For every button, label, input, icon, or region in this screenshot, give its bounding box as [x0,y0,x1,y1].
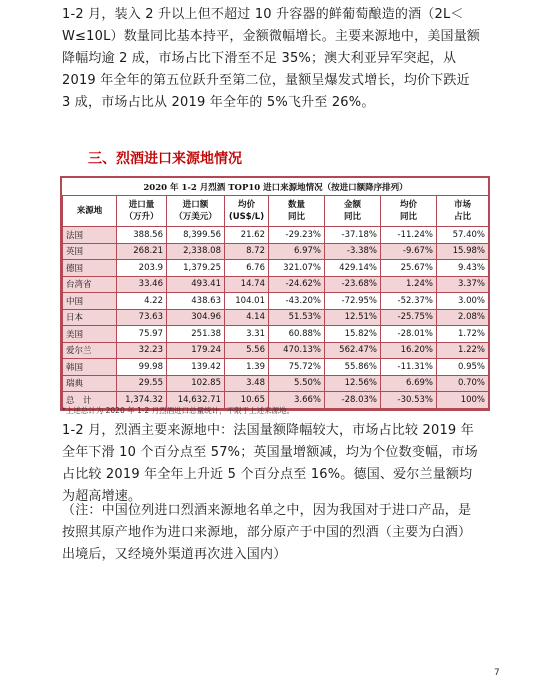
origin-cell: 法国 [63,227,117,244]
value-cell: -37.18% [325,227,381,244]
value-cell: 73.63 [117,309,167,326]
value-cell: 1,374.32 [117,392,167,409]
value-cell: 1.39 [225,359,269,376]
section-title: 三、烈酒进口来源地情况 [88,151,242,167]
value-cell: 8.72 [225,243,269,260]
table-row [63,359,489,376]
note-paragraph: （注：中国位列进口烈酒来源地名单之中，因为我国对于进口产品，是按照其原产地作为进口来源地，部分原产于中国的烈酒（主要为白酒）出境后，又经境外渠道再次进入国内） [62,503,472,562]
value-cell: 60.88% [269,326,325,343]
value-cell: 33.46 [117,276,167,293]
value-cell: -25.75% [381,309,437,326]
value-cell: 4.22 [117,293,167,310]
table-footnote: *上述总计为 2020 年 1-2 月烈酒进口总量统计，不限于上述来源地。 [62,406,295,415]
value-cell: 14.74 [225,276,269,293]
value-cell: 102.85 [167,375,225,392]
value-cell: -72.95% [325,293,381,310]
origin-cell: 英国 [63,243,117,260]
origin-cell: 中国 [63,293,117,310]
table-header-row [63,196,489,227]
value-cell: 1.24% [381,276,437,293]
value-cell: 1,379.25 [167,260,225,277]
value-cell: 25.67% [381,260,437,277]
value-cell: 15.98% [437,243,489,260]
value-cell: 75.72% [269,359,325,376]
origin-cell: 台湾省 [63,276,117,293]
column-header: 市场 占比 [437,196,489,227]
value-cell: 203.9 [117,260,167,277]
table-row [63,375,489,392]
value-cell: 57.40% [437,227,489,244]
value-cell: 388.56 [117,227,167,244]
origin-cell: 瑞典 [63,375,117,392]
value-cell: 100% [437,392,489,409]
table-row [63,342,489,359]
value-cell: -52.37% [381,293,437,310]
column-header: 进口量 （万升） [117,196,167,227]
intro-paragraph: 1-2 月，装入 2 升以上但不超过 10 升容器的鲜葡萄酿造的酒（2L＜W≤10L）数量同比基本持平，金额微幅增长。主要来源地中，美国量额降幅均逾 2 成，市场占比下滑至不足 35%；澳大利亚异军突起，从 2019 年全年的第五位跃升至第二位，量额呈爆发式增长，均价下跌近 3 成，市场占比从 2019 年全年的 5%飞升至 26%。 [62,7,481,110]
value-cell: -11.24% [381,227,437,244]
origin-cell: 德国 [63,260,117,277]
value-cell: 32.23 [117,342,167,359]
origin-cell: 爱尔兰 [63,342,117,359]
value-cell: 438.63 [167,293,225,310]
value-cell: 29.55 [117,375,167,392]
value-cell: -28.03% [325,392,381,409]
value-cell: 21.62 [225,227,269,244]
value-cell: 251.38 [167,326,225,343]
value-cell: 5.50% [269,375,325,392]
value-cell: 321.07% [269,260,325,277]
value-cell: -43.20% [269,293,325,310]
origin-cell: 日本 [63,309,117,326]
value-cell: 55.86% [325,359,381,376]
value-cell: 2,338.08 [167,243,225,260]
value-cell: -9.67% [381,243,437,260]
value-cell: 6.69% [381,375,437,392]
table-row [63,326,489,343]
value-cell: 304.96 [167,309,225,326]
value-cell: 5.56 [225,342,269,359]
table-title: 2020 年 1-2 月烈酒 TOP10 进口来源地情况（按进口额降序排列） [63,178,489,196]
value-cell: 9.43% [437,260,489,277]
column-header: 进口额 （万美元） [167,196,225,227]
value-cell: 562.47% [325,342,381,359]
value-cell: 3.00% [437,293,489,310]
value-cell: 470.13% [269,342,325,359]
value-cell: 10.65 [225,392,269,409]
value-cell: -29.23% [269,227,325,244]
value-cell: -23.68% [325,276,381,293]
value-cell: -28.01% [381,326,437,343]
value-cell: 8,399.56 [167,227,225,244]
table-row [63,227,489,244]
value-cell: 139.42 [167,359,225,376]
value-cell: 493.41 [167,276,225,293]
value-cell: -30.53% [381,392,437,409]
value-cell: 75.97 [117,326,167,343]
value-cell: 104.01 [225,293,269,310]
origin-cell: 美国 [63,326,117,343]
spirits-import-table [60,176,490,411]
value-cell: 1.72% [437,326,489,343]
table-row [63,260,489,277]
column-header: 金额 同比 [325,196,381,227]
value-cell: -3.38% [325,243,381,260]
value-cell: 6.97% [269,243,325,260]
origin-cell: 韩国 [63,359,117,376]
column-header: 数量 同比 [269,196,325,227]
value-cell: -24.62% [269,276,325,293]
table-row [63,276,489,293]
analysis-paragraph: 1-2 月，烈酒主要来源地中：法国量额降幅较大，市场占比较 2019 年全年下滑 10 个百分点至 57%；英国量增额减，均为个位数变幅，市场占比较 2019 年全年上升近 5 个百分点至 16%。德国、爱尔兰量额均为超高增速。 [62,423,478,504]
value-cell: 268.21 [117,243,167,260]
value-cell: 16.20% [381,342,437,359]
value-cell: 3.48 [225,375,269,392]
page-number: 7 [494,668,500,678]
value-cell: 2.08% [437,309,489,326]
column-header: 均价 同比 [381,196,437,227]
origin-cell: 总 计 [63,392,117,409]
value-cell: 15.82% [325,326,381,343]
value-cell: 51.53% [269,309,325,326]
table-row [63,243,489,260]
column-header: 来源地 [63,196,117,227]
value-cell: 0.95% [437,359,489,376]
value-cell: -11.31% [381,359,437,376]
value-cell: 3.37% [437,276,489,293]
value-cell: 12.51% [325,309,381,326]
value-cell: 4.14 [225,309,269,326]
value-cell: 3.66% [269,392,325,409]
value-cell: 0.70% [437,375,489,392]
value-cell: 99.98 [117,359,167,376]
value-cell: 3.31 [225,326,269,343]
value-cell: 14,632.71 [167,392,225,409]
table-row [63,293,489,310]
table-row [63,309,489,326]
value-cell: 179.24 [167,342,225,359]
value-cell: 1.22% [437,342,489,359]
column-header: 均价 (US$/L) [225,196,269,227]
value-cell: 6.76 [225,260,269,277]
value-cell: 12.56% [325,375,381,392]
value-cell: 429.14% [325,260,381,277]
